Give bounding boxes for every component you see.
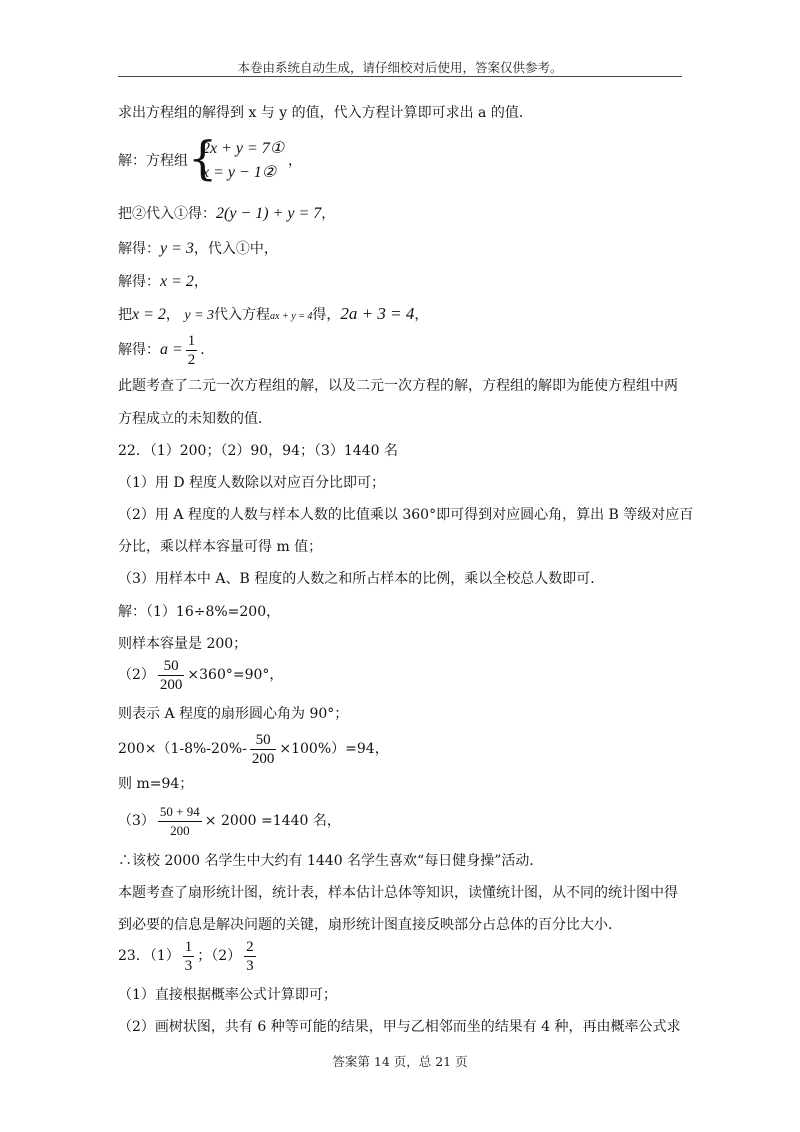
system-label: 解：方程组: [118, 153, 188, 169]
text-line: [118, 205, 335, 223]
fraction: [186, 332, 198, 369]
text-line: [118, 936, 259, 976]
text-line: [118, 305, 428, 326]
denominator: 200: [251, 750, 275, 767]
math: y = 3: [160, 240, 194, 257]
fraction: [158, 657, 185, 694]
text: 解得：: [118, 241, 160, 257]
text: ；（2）: [197, 948, 242, 964]
text: ，: [414, 307, 429, 323]
text-line: 22．（1）200；（2）90，94；（3）1440 名: [118, 443, 398, 459]
math: 2(y − 1) + y = 7: [216, 205, 322, 222]
fraction: [250, 731, 277, 768]
numerator: 50: [250, 731, 277, 750]
text-line: 则 m=94；: [118, 776, 194, 792]
text: ，: [193, 274, 208, 290]
numerator: 2: [246, 938, 254, 955]
numerator: 1: [187, 332, 196, 349]
equation-1: 2x + y = 7①: [202, 140, 285, 157]
header-divider: [118, 76, 682, 77]
text: 200×（1-8%-20%-: [118, 741, 247, 757]
text: ．: [200, 342, 215, 358]
text-line: [118, 240, 278, 258]
math: x = 2: [132, 306, 166, 323]
fraction: [183, 938, 195, 975]
text-line: 分比，乘以样本容量可得 m 值；: [118, 539, 323, 555]
math: a =: [160, 341, 183, 358]
text: ，: [321, 206, 336, 222]
text-line: 则表示 A 程度的扇形圆心角为 90°；: [118, 706, 349, 722]
denominator: 200: [170, 822, 190, 838]
text: 解得：: [118, 342, 160, 358]
text-line: 解：（1）16÷8%=200，: [118, 604, 281, 620]
fraction: [158, 803, 202, 840]
text: 把②代入①得：: [118, 206, 216, 222]
math: ax + y = 4: [270, 311, 313, 322]
denominator: 200: [159, 676, 183, 693]
text-line: ∴该校 2000 名学生中大约有 1440 名学生喜欢“每日健身操”活动．: [118, 853, 544, 869]
text: ，: [165, 307, 180, 323]
text: 代入方程: [214, 307, 271, 323]
text-line: 到必要的信息是解决问题的关键，扇形统计图直接反映部分占总体的百分比大小．: [118, 917, 622, 933]
text: 解得：: [118, 274, 160, 290]
text: ×360°=90°，: [187, 667, 284, 683]
math: 2a + 3 = 4: [340, 304, 415, 323]
text-line: [118, 273, 208, 291]
text-line: 方程成立的未知数的值．: [118, 411, 272, 427]
numerator: 50: [158, 657, 185, 676]
denominator: 2: [187, 351, 196, 368]
text-line: （2）用 A 程度的人数与样本人数的比值乘以 360°即可得到对应圆心角，算出 B 等级对应百: [118, 507, 694, 523]
numerator: 1: [184, 938, 193, 955]
text: 得，: [312, 307, 341, 323]
equation-2: x = y − 1②: [202, 164, 277, 181]
text-line: （1）用 D 程度人数除以对应百分比即可；: [118, 475, 386, 491]
text-line: （3）用样本中 A、B 程度的人数之和所占样本的比例，乘以全校总人数即可．: [118, 571, 605, 587]
text: ×100%）=94，: [279, 741, 389, 757]
text-line: [118, 801, 341, 841]
text-line: 本题考查了扇形统计图，统计表，样本估计总体等知识，读懂统计图，从不同的统计图中得: [118, 885, 678, 901]
text-line: （2）画树状图，共有 6 种等可能的结果，甲与乙相邻而坐的结果有 4 种，再由概率公式求: [118, 1019, 681, 1035]
text-line: 此题考查了二元一次方程组的解，以及二元一次方程的解，方程组的解即为能使方程组中两: [118, 378, 678, 394]
text: 23．（1）: [118, 948, 180, 964]
math: y = 3: [184, 308, 215, 323]
text-line: 求出方程组的解得到 x 与 y 的值，代入方程计算即可求出 a 的值．: [118, 105, 533, 121]
left-brace: {: [188, 131, 218, 185]
text-line: [118, 330, 214, 370]
text-line: [118, 655, 283, 695]
page-footer: 答案第 14 页，总 21 页: [332, 1054, 468, 1069]
text: 把: [118, 307, 132, 323]
math: x = 2: [160, 273, 194, 290]
denominator: 3: [184, 957, 193, 974]
denominator: 3: [246, 957, 254, 974]
text: （3）: [118, 813, 155, 829]
fraction: [244, 938, 256, 975]
text: × 2000 =1440 名，: [204, 813, 341, 829]
text: （2）: [118, 667, 155, 683]
text-line: 则样本容量是 200；: [118, 636, 248, 652]
system-trail: ，: [288, 153, 302, 169]
text-line: （1）直接根据概率公式计算即可；: [118, 987, 337, 1003]
page-header: 本卷由系统自动生成，请仔细校对后使用，答案仅供参考。: [237, 60, 563, 75]
numerator: 50 + 94: [158, 803, 202, 822]
text: ，代入①中，: [193, 241, 278, 257]
text-line: [118, 729, 389, 769]
